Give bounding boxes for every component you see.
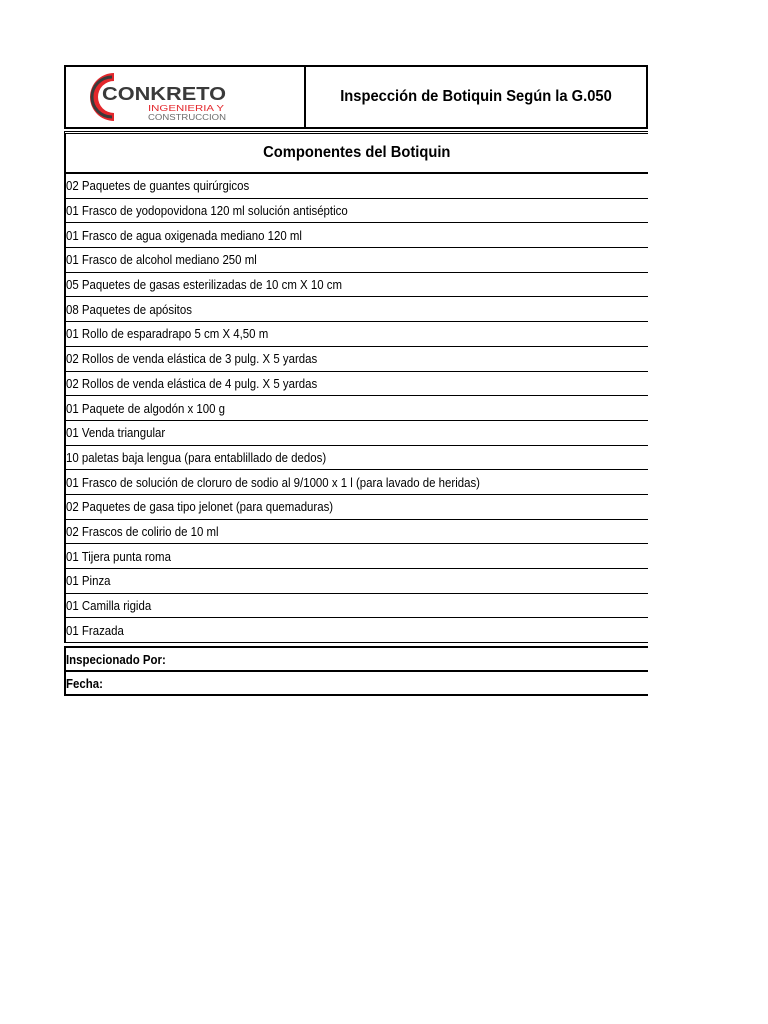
list-item-text: 08 Paquetes de apósitos <box>66 301 192 317</box>
list-item-text: 01 Camilla rigida <box>66 598 152 614</box>
list-item <box>66 470 648 495</box>
checklist-sheet <box>64 65 648 696</box>
signature-footer <box>64 646 648 696</box>
document-title: Inspección de Botiquin Según la G.050 <box>340 88 612 105</box>
logo-line1-text: INGENIERIA Y <box>148 104 225 113</box>
list-item-text: 01 Pinza <box>66 573 111 589</box>
section-title <box>64 131 648 174</box>
list-item <box>66 544 648 569</box>
list-item-text: 01 Paquete de algodón x 100 g <box>66 400 226 416</box>
list-item-text: 01 Frasco de solución de cloruro de sodio al 9/1000 x 1 l (para lavado de heridas) <box>66 474 480 490</box>
list-item <box>66 594 648 619</box>
list-item <box>66 223 648 248</box>
logo-line2-text: CONSTRUCCION <box>148 113 227 122</box>
list-item-text: 02 Paquetes de guantes quirúrgicos <box>66 178 250 194</box>
list-item-text: 01 Venda triangular <box>66 425 166 441</box>
list-item <box>66 618 648 643</box>
list-item-text: 01 Frasco de yodopovidona 120 ml solución antiséptico <box>66 203 348 219</box>
list-item <box>66 199 648 224</box>
list-item <box>66 174 648 199</box>
list-item-text: 02 Rollos de venda elástica de 4 pulg. X 5 yardas <box>66 375 318 391</box>
list-item-text: 01 Frasco de agua oxigenada mediano 120 ml <box>66 227 302 243</box>
list-item-text: 01 Rollo de esparadrapo 5 cm X 4,50 m <box>66 326 269 342</box>
section-title-text: Componentes del Botiquin <box>263 144 451 161</box>
list-item-text: 02 Rollos de venda elástica de 3 pulg. X 5 yardas <box>66 351 318 367</box>
date-row <box>66 672 648 696</box>
list-item <box>66 569 648 594</box>
date-label: Fecha: <box>66 675 103 691</box>
list-item-text: 01 Tijera punta roma <box>66 548 171 564</box>
items-list <box>64 174 648 643</box>
list-item <box>66 495 648 520</box>
list-item-text: 05 Paquetes de gasas esterilizadas de 10 cm X 10 cm <box>66 277 342 293</box>
list-item <box>66 396 648 421</box>
list-item <box>66 421 648 446</box>
list-item <box>66 322 648 347</box>
list-item <box>66 446 648 471</box>
inspected-by-row <box>66 648 648 672</box>
list-item <box>66 520 648 545</box>
list-item-text: 01 Frasco de alcohol mediano 250 ml <box>66 252 257 268</box>
list-item <box>66 273 648 298</box>
list-item <box>66 372 648 397</box>
list-item <box>66 248 648 273</box>
list-item-text: 01 Frazada <box>66 622 124 638</box>
logo-brand-text: CONKRETO <box>102 84 226 104</box>
company-logo <box>82 69 232 125</box>
document-header <box>64 65 648 129</box>
list-item-text: 02 Frascos de colirio de 10 ml <box>66 523 219 539</box>
list-item <box>66 347 648 372</box>
list-item-text: 10 paletas baja lengua (para entablillado de dedos) <box>66 449 327 465</box>
inspected-by-label: Inspecionado Por: <box>66 651 166 667</box>
list-item <box>66 297 648 322</box>
list-item-text: 02 Paquetes de gasa tipo jelonet (para quemaduras) <box>66 499 334 515</box>
logo-cell <box>66 67 306 127</box>
